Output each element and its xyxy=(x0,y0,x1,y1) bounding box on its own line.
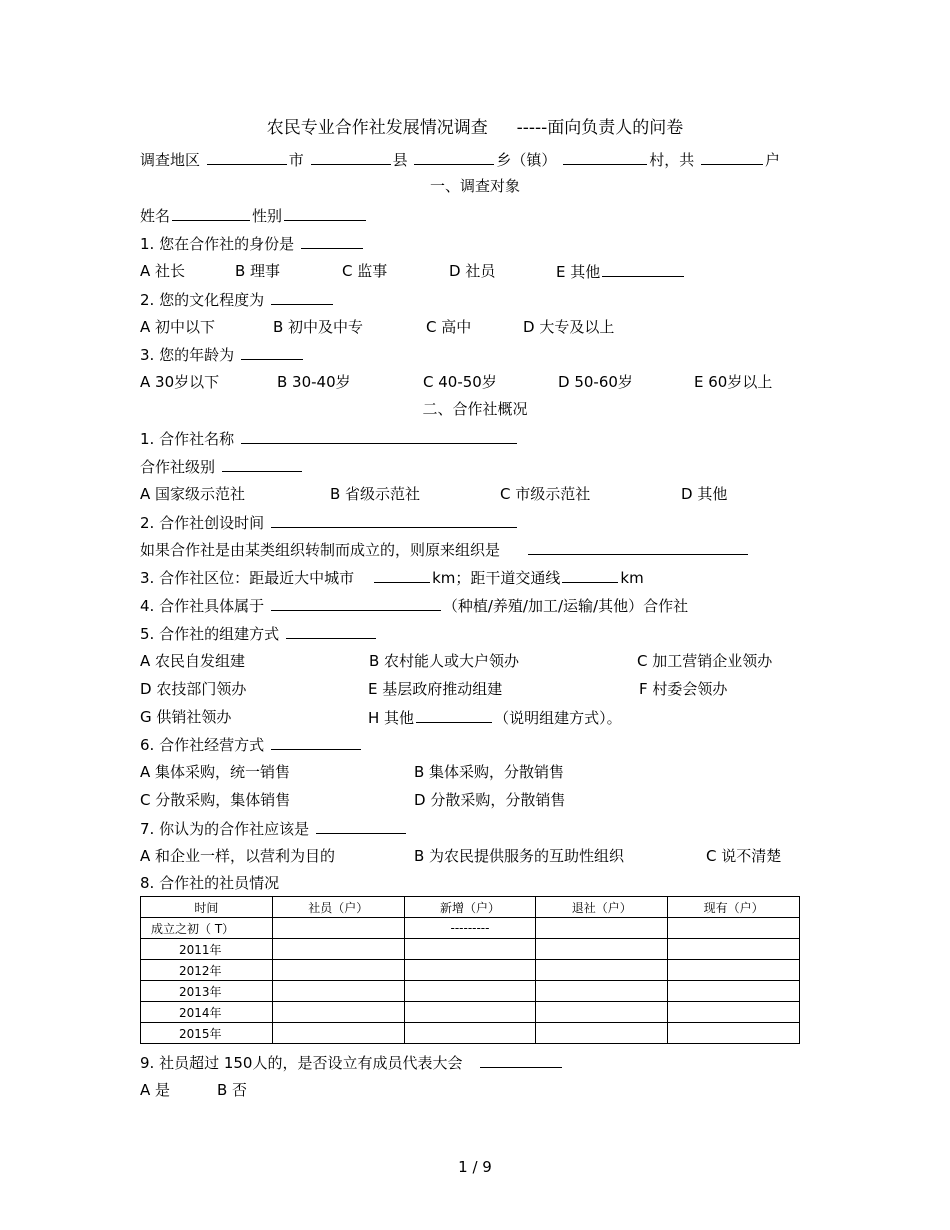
table-cell[interactable] xyxy=(668,960,800,981)
table-cell[interactable] xyxy=(272,981,404,1002)
gender-label: 性别 xyxy=(252,207,283,225)
s2q7-question: 7. 你认为的合作社应该是 xyxy=(140,818,408,839)
q1-option-e[interactable]: E 其他 xyxy=(556,261,686,282)
level-option-b[interactable]: B 省级示范社 xyxy=(330,485,421,503)
formation-option-a[interactable]: A 农民自发组建 xyxy=(140,652,246,670)
table-cell[interactable] xyxy=(668,939,800,960)
table-row xyxy=(141,918,800,939)
road-distance-blank[interactable] xyxy=(562,567,618,583)
operation-option-c[interactable]: C 分散采购，集体销售 xyxy=(140,791,291,809)
table-cell[interactable] xyxy=(404,981,536,1002)
row-label: 2013年 xyxy=(141,981,273,1002)
q3-question: 3. 您的年龄为 xyxy=(140,344,305,365)
operation-blank[interactable] xyxy=(271,734,361,750)
nature-option-a[interactable]: A 和企业一样，以营利为目的 xyxy=(140,847,336,865)
section-heading-respondent: 一、调查对象 xyxy=(429,177,520,195)
village-blank[interactable] xyxy=(563,149,647,165)
table-cell[interactable] xyxy=(668,1023,800,1044)
s2q1-question: 1. 合作社名称 xyxy=(140,428,519,449)
s2q1-level: 合作社级别 xyxy=(140,456,304,477)
coop-type-blank[interactable] xyxy=(271,595,441,611)
table-cell: --------- xyxy=(404,918,536,939)
q2-question: 2. 您的文化程度为 xyxy=(140,289,335,310)
q3-answer-blank[interactable] xyxy=(241,344,303,360)
row-label: 2012年 xyxy=(141,960,273,981)
s2q9-question: 9. 社员超过 150人的，是否设立有成员代表大会 xyxy=(140,1052,564,1073)
name-gender-line xyxy=(140,205,368,226)
row-label: 2015年 xyxy=(141,1023,273,1044)
table-cell[interactable] xyxy=(668,1002,800,1023)
row-label: 2011年 xyxy=(141,939,273,960)
q2-answer-blank[interactable] xyxy=(271,289,333,305)
title-sub: -----面向负责人的问卷 xyxy=(516,118,684,138)
level-option-a[interactable]: A 国家级示范社 xyxy=(140,485,246,503)
table-row xyxy=(141,1023,800,1044)
congress-blank[interactable] xyxy=(480,1052,562,1068)
q3-option-b[interactable]: B 30-40岁 xyxy=(277,373,351,391)
table-cell[interactable] xyxy=(272,939,404,960)
formation-blank[interactable] xyxy=(286,623,376,639)
city-blank[interactable] xyxy=(207,149,287,165)
table-header-row xyxy=(141,897,800,918)
s2q5-question: 5. 合作社的组建方式 xyxy=(140,623,378,644)
formation-other-blank[interactable] xyxy=(416,707,492,723)
founding-date-blank[interactable] xyxy=(271,512,517,528)
header-members: 社员（户） xyxy=(272,897,404,918)
q1-option-b[interactable]: B 理事 xyxy=(235,262,281,280)
village-label: 村，共 xyxy=(649,151,695,169)
s2q2-origin: 如果合作社是由某类组织转制而成立的，则原来组织是 xyxy=(140,539,750,560)
q3-option-a[interactable]: A 30岁以下 xyxy=(140,373,220,391)
formation-option-e[interactable]: E 基层政府推动组建 xyxy=(368,680,503,698)
operation-option-b[interactable]: B 集体采购，分散销售 xyxy=(414,763,565,781)
town-label: 乡（镇） xyxy=(496,151,557,169)
s2q8-question: 8. 合作社的社员情况 xyxy=(140,874,280,892)
origin-org-blank[interactable] xyxy=(528,539,748,555)
s2q6-question: 6. 合作社经营方式 xyxy=(140,734,363,755)
table-row xyxy=(141,1002,800,1023)
table-row xyxy=(141,939,800,960)
q1-other-blank[interactable] xyxy=(602,261,684,277)
town-blank[interactable] xyxy=(414,149,494,165)
table-cell[interactable] xyxy=(404,1002,536,1023)
table-cell[interactable] xyxy=(536,1023,668,1044)
s2q3-question: 3. 合作社区位：距最近大中城市 km；距干道交通线 km xyxy=(140,569,644,587)
header-current: 现有（户） xyxy=(668,897,800,918)
q1-option-c[interactable]: C 监事 xyxy=(342,262,388,280)
q2-option-c[interactable]: C 高中 xyxy=(426,318,472,336)
table-cell[interactable] xyxy=(272,1023,404,1044)
level-option-c[interactable]: C 市级示范社 xyxy=(500,485,591,503)
q2-option-a[interactable]: A 初中以下 xyxy=(140,318,216,336)
q1-question: 1. 您在合作社的身份是 xyxy=(140,233,365,254)
s2q4-question: 4. 合作社具体属于 （种植/养殖/加工/运输/其他）合作社 xyxy=(140,597,689,615)
table-row xyxy=(141,981,800,1002)
county-blank[interactable] xyxy=(311,149,391,165)
q1-option-d[interactable]: D 社员 xyxy=(449,262,496,280)
table-cell[interactable] xyxy=(536,939,668,960)
table-cell[interactable] xyxy=(404,960,536,981)
congress-option-a[interactable]: A 是 xyxy=(140,1081,171,1099)
row-label: 成立之初（ T） xyxy=(141,918,273,939)
header-withdrawn: 退社（户） xyxy=(536,897,668,918)
coop-name-blank[interactable] xyxy=(241,428,517,444)
q1-option-a[interactable]: A 社长 xyxy=(140,262,186,280)
s2q2-question: 2. 合作社创设时间 xyxy=(140,512,519,533)
formation-option-d[interactable]: D 农技部门领办 xyxy=(140,680,247,698)
member-table xyxy=(140,896,800,1044)
table-cell[interactable] xyxy=(536,981,668,1002)
name-blank[interactable] xyxy=(172,205,250,221)
county-label: 县 xyxy=(392,151,408,169)
formation-option-g[interactable]: G 供销社领办 xyxy=(140,708,232,726)
nature-blank[interactable] xyxy=(316,818,406,834)
households-label: 户 xyxy=(764,151,780,169)
city-distance-blank[interactable] xyxy=(374,567,430,583)
header-new: 新增（户） xyxy=(404,897,536,918)
operation-option-a[interactable]: A 集体采购，统一销售 xyxy=(140,763,291,781)
level-option-d[interactable]: D 其他 xyxy=(681,485,728,503)
formation-option-f[interactable]: F 村委会领办 xyxy=(639,680,728,698)
page-number: 1 / 9 xyxy=(458,1158,492,1176)
table-cell[interactable] xyxy=(536,1002,668,1023)
households-blank[interactable] xyxy=(701,149,763,165)
q2-option-b[interactable]: B 初中及中专 xyxy=(273,318,364,336)
nature-option-c[interactable]: C 说不清楚 xyxy=(706,847,782,865)
nature-option-b[interactable]: B 为农民提供服务的互助性组织 xyxy=(414,847,625,865)
page-title xyxy=(0,118,950,138)
region-label: 调查地区 xyxy=(140,151,201,169)
q3-option-e[interactable]: E 60岁以上 xyxy=(694,373,773,391)
q3-option-c[interactable]: C 40-50岁 xyxy=(423,373,497,391)
table-cell[interactable] xyxy=(404,939,536,960)
table-cell[interactable] xyxy=(404,1023,536,1044)
table-cell[interactable] xyxy=(668,981,800,1002)
table-cell[interactable] xyxy=(536,918,668,939)
q3-option-d[interactable]: D 50-60岁 xyxy=(558,373,633,391)
gender-blank[interactable] xyxy=(284,205,366,221)
q2-option-d[interactable]: D 大专及以上 xyxy=(523,318,615,336)
header-time: 时间 xyxy=(141,897,273,918)
title-main: 农民专业合作社发展情况调查 xyxy=(266,118,488,138)
table-cell[interactable] xyxy=(272,1002,404,1023)
row-label: 2014年 xyxy=(141,1002,273,1023)
table-cell[interactable] xyxy=(668,918,800,939)
table-cell[interactable] xyxy=(536,960,668,981)
table-cell[interactable] xyxy=(272,918,404,939)
formation-option-h[interactable]: H 其他 （说明组建方式）。 xyxy=(368,709,622,727)
region-line xyxy=(140,149,780,170)
coop-level-blank[interactable] xyxy=(222,456,302,472)
congress-option-b[interactable]: B 否 xyxy=(217,1081,248,1099)
formation-option-c[interactable]: C 加工营销企业领办 xyxy=(637,652,773,670)
city-label: 市 xyxy=(288,151,304,169)
operation-option-d[interactable]: D 分散采购，分散销售 xyxy=(414,791,566,809)
section-heading-overview: 二、合作社概况 xyxy=(422,400,528,418)
name-label: 姓名 xyxy=(140,207,171,225)
q1-answer-blank[interactable] xyxy=(301,233,363,249)
table-cell[interactable] xyxy=(272,960,404,981)
formation-option-b[interactable]: B 农村能人或大户领办 xyxy=(369,652,520,670)
table-row xyxy=(141,960,800,981)
